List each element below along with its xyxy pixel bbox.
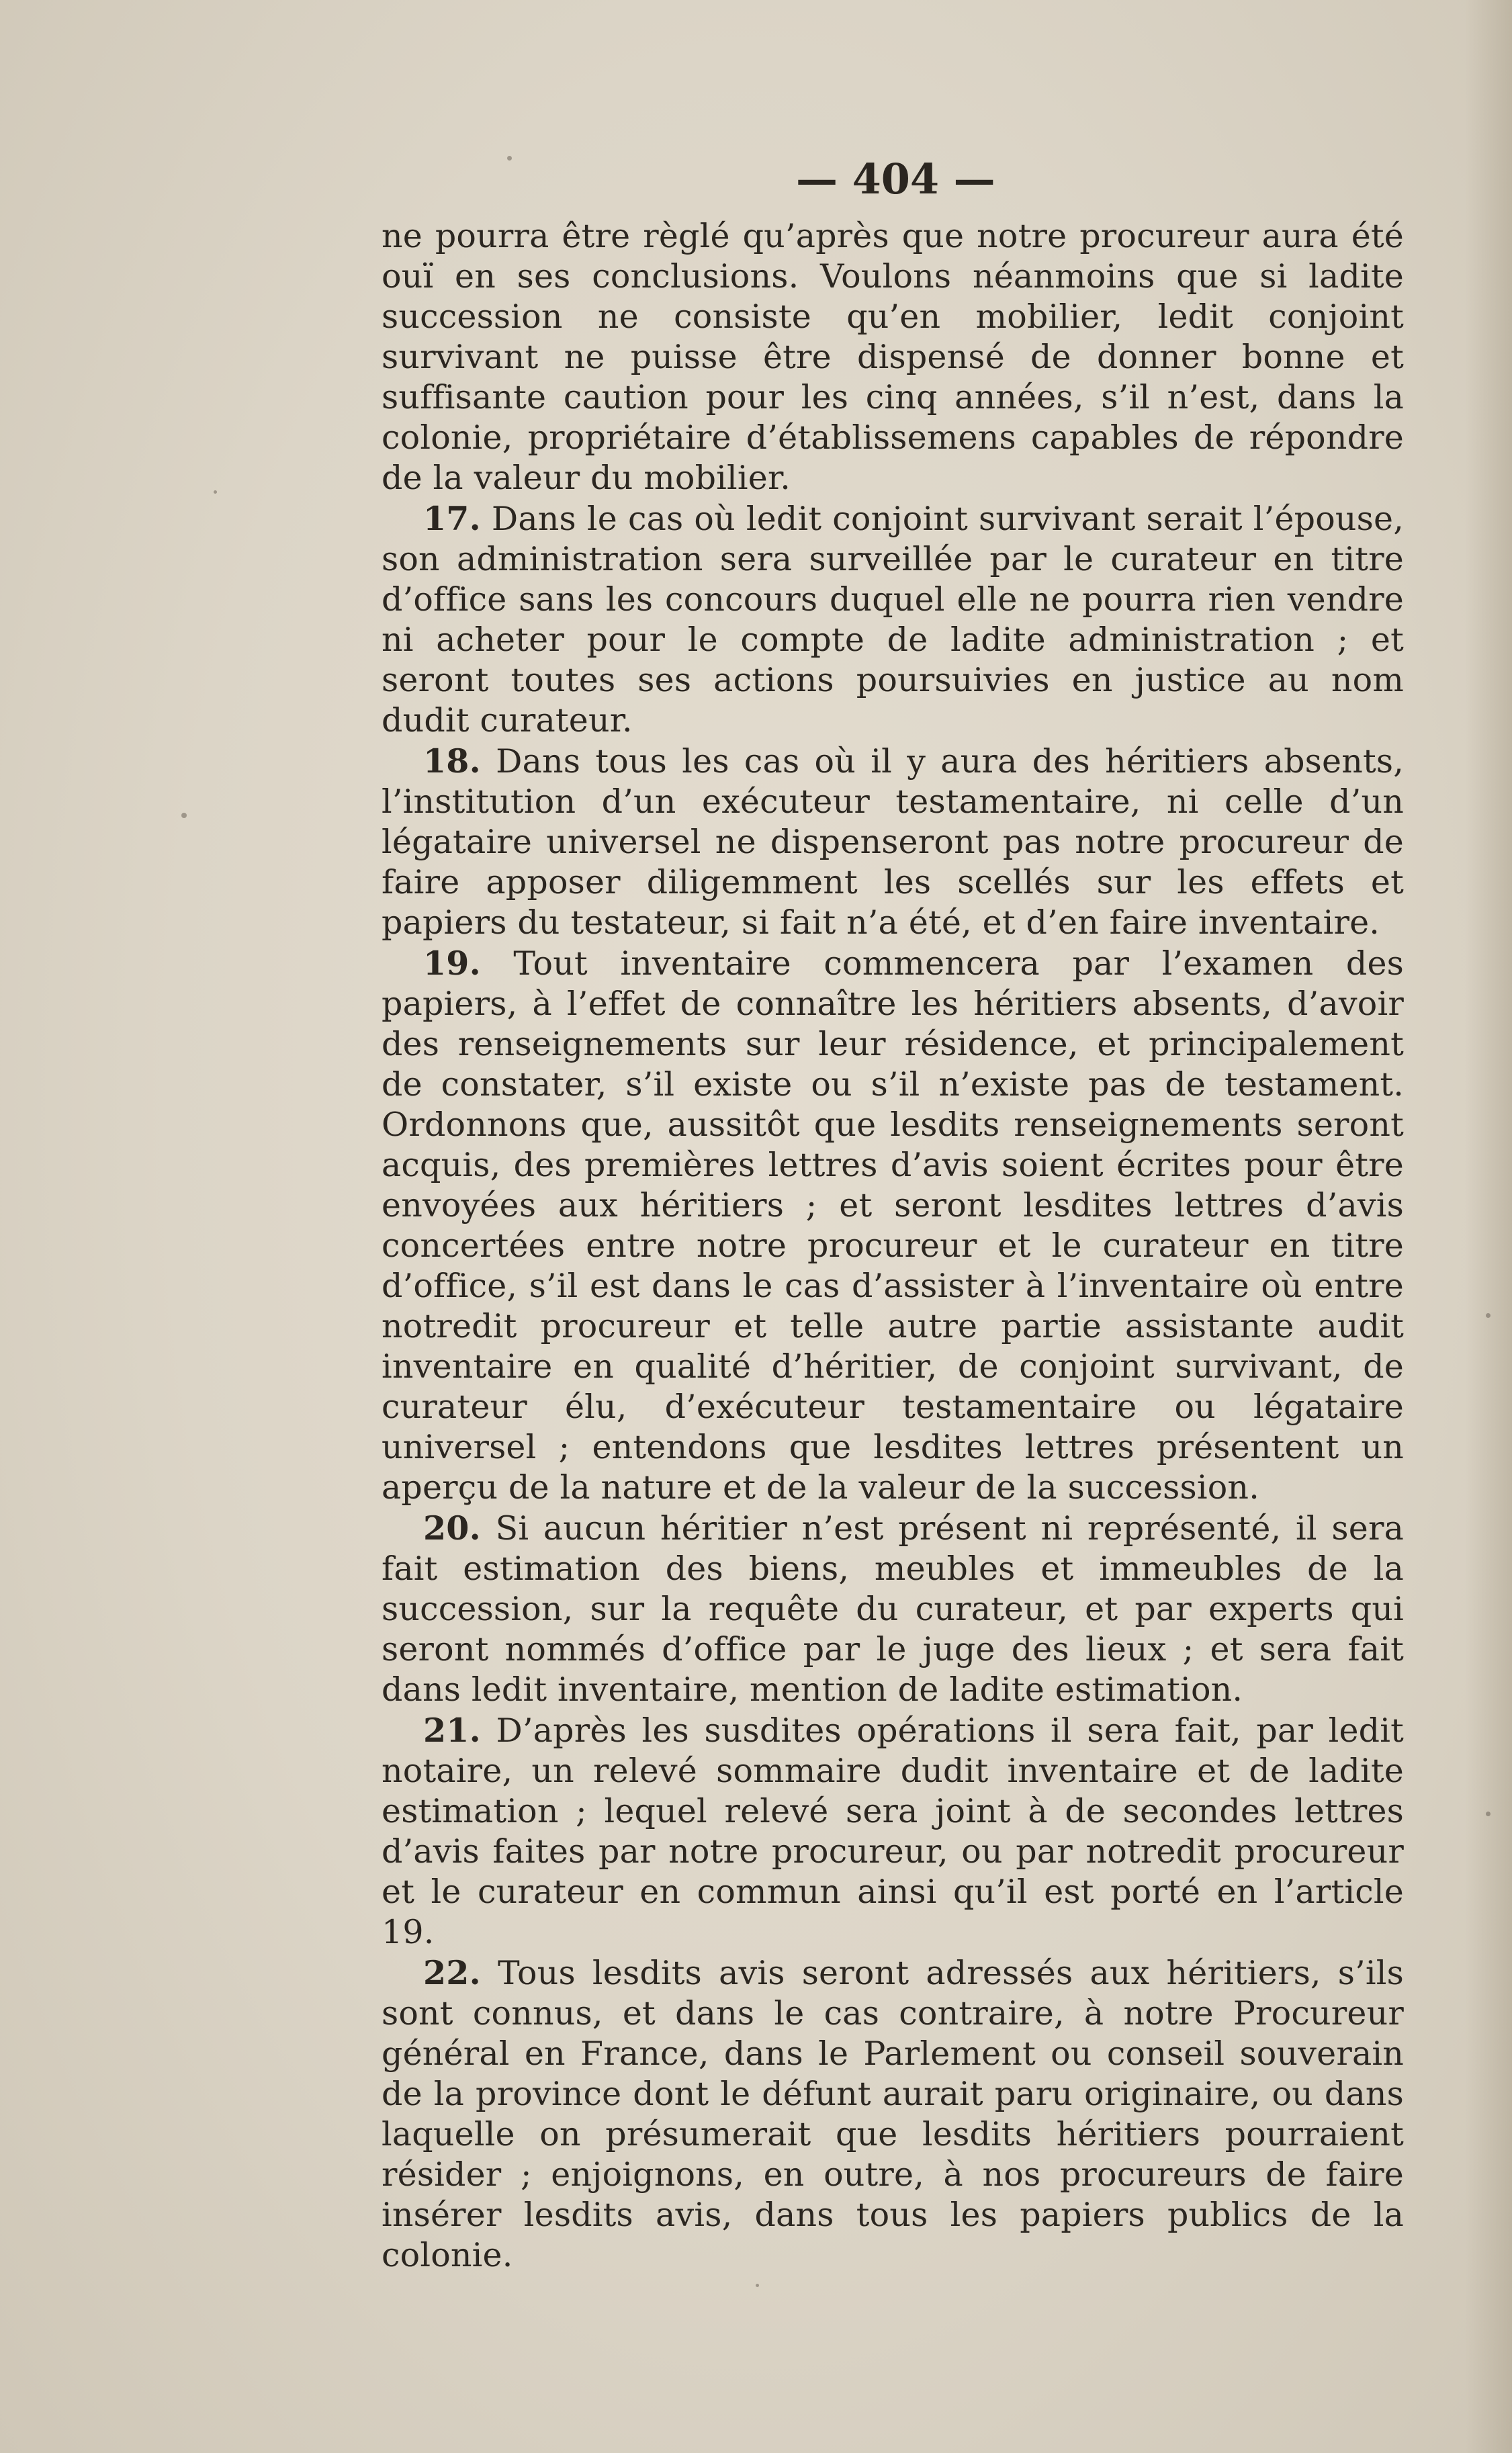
article-text: Tous lesdits avis seront adressés aux héritiers, s’ils sont connus, et dans le cas contraire, à notre Procureur général en France, dans le Parlement ou conseil souverain de la province dont le défunt aurait paru originaire, ou dans laquelle on présumerait que lesdits héritiers pourraient résider ; enjoignons, en outre, à nos procureurs de faire insérer lesdits avis, dans tous les papiers publics de la colonie. [382,1954,1404,2274]
article-number: 22. [423,1953,481,1992]
article-17 [382,498,1404,741]
article-number: 17. [423,499,481,538]
article-21 [382,1710,1404,1953]
article-number: 19. [423,944,481,983]
article-20 [382,1508,1404,1710]
article-text: Tout inventaire commencera par l’examen des papiers, à l’effet de connaître les héritiers absents, d’avoir des renseignements sur leur résidence, et principalement de constater, s’il existe ou s’il n’existe pas de testament. Ordonnons que, aussitôt que lesdits renseignements seront acquis, des premières lettres d’avis soient écrites pour être envoyées aux héritiers ; et seront lesdites lettres d’avis concertées entre notre procureur et le curateur en titre d’office, s’il est dans le cas d’assister à l’inventaire où entre notredit procureur et telle autre partie assistante audit inventaire en qualité d’héritier, de conjoint survivant, de curateur élu, d’exécuteur testamentaire ou légataire universel ; entendons que lesdites lettres présentent un aperçu de la nature et de la valeur de la succession. [382,944,1405,1507]
article-text: Dans tous les cas où il y aura des héritiers absents, l’institution d’un exécuteur testamentaire, ni celle d’un légataire universel ne dispenseront pas notre procureur de faire apposer diligemment les scellés sur les effets et papiers du testateur, si fait n’a été, et d’en faire inventaire. [382,742,1404,942]
article-18 [382,741,1404,943]
article-22 [382,1953,1404,2276]
paragraph-continuation [382,216,1404,498]
page-number: — 404 — [796,154,995,204]
article-number: 21. [423,1711,481,1750]
article-19 [382,943,1404,1508]
body-text [382,216,1404,2276]
article-text: Si aucun héritier n’est présent ni représenté, il sera fait estimation des biens, meubles et immeubles de la succession, sur la requête du curateur, et par experts qui seront nommés d’office par le juge des lieux ; et sera fait dans ledit inventaire, mention de ladite estimation. [382,1509,1404,1709]
page-edge-shadow [1465,0,1512,2453]
paper-speck [214,490,217,494]
paper-speck [1486,1313,1491,1318]
paper-speck [507,156,512,161]
paper-speck [181,813,187,818]
paragraph-text: ne pourra être règlé qu’après que notre procureur aura été ouï en ses conclusions. Voulons néanmoins que si ladite succession ne consiste qu’en mobilier, ledit conjoint survivant ne puisse être dispensé de donner bonne et suffisante caution pour les cinq années, s’il n’est, dans la colonie, propriétaire d’établissemens capables de répondre de la valeur du mobilier. [382,217,1404,497]
article-number: 18. [423,742,481,780]
paper-speck [1486,1812,1491,1816]
article-number: 20. [423,1509,481,1548]
paper-speck [756,2284,759,2287]
article-text: Dans le cas où ledit conjoint survivant serait l’épouse, son administration sera surveillée par le curateur en titre d’office sans les concours duquel elle ne pourra rien vendre ni acheter pour le compte de ladite administration ; et seront toutes ses actions poursuivies en justice au nom dudit curateur. [382,500,1404,740]
article-text: D’après les susdites opérations il sera fait, par ledit notaire, un relevé sommaire dudit inventaire et de ladite estimation ; lequel relevé sera joint à de secondes lettres d’avis faites par notre procureur, ou par notredit procureur et le curateur en commun ainsi qu’il est porté en l’article 19. [382,1711,1404,1951]
